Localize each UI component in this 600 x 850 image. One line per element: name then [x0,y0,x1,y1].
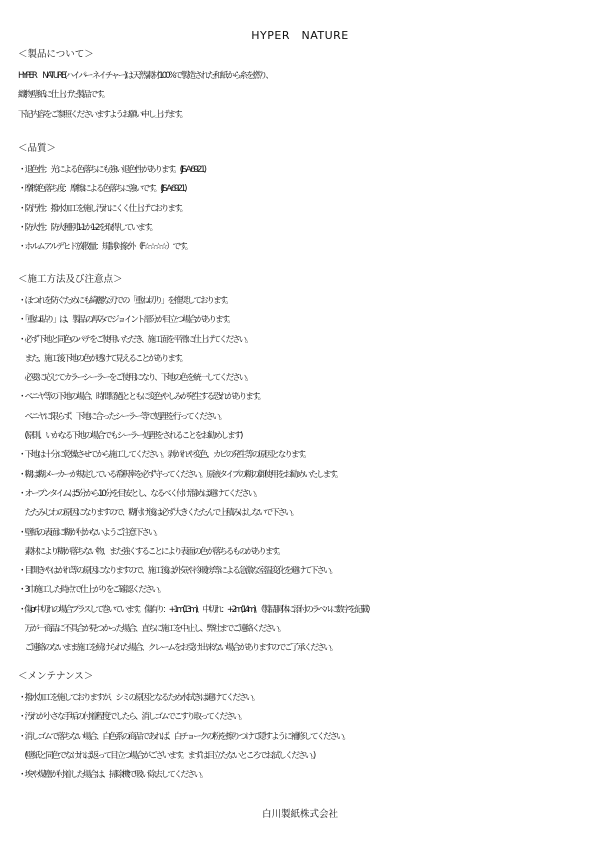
construction-line: ・3巾施工した時点で仕上がりをご確認ください。 [18,585,165,596]
about-line: 織物壁紙に仕上げた製品です。 [18,90,109,101]
construction-line: (原則、いかなる下地の場合でもシーラー処理をされることをお勧めします) [18,431,242,442]
construction-line: 素材により糊が落ちない物、また強くすることにより表面の色が落ちるものがあります。 [18,546,284,557]
quality-line: ・ホルムアルデヒド放散量：規制対象外（F☆☆☆☆）です。 [18,242,192,253]
construction-line: ・ほつれを防ぐためにも綺麗な刃での「重ね切り」を推奨しております。 [18,296,232,306]
construction-line: ・オープンタイムは5分から10分を目安とし、なるべく付け溜めは避けてください。 [18,488,261,499]
construction-line: ・目開きやはがれ等の原因になりますので、施工後は外気や冷暖房等による急激な室温変化を避けて下さい。 [18,566,337,577]
quality-line: ・退色性：光による色落ちにも強い退色性があります。(JIS A 6921) [18,165,205,175]
section-heading-about: ＜製品について＞ [18,49,94,60]
section-heading-construction: ＜施工方法及び注意点＞ [18,274,123,285]
maintenance-line: ・埃や煤塵が付着した場合は、掃除機で吸い除去してください。 [18,770,207,781]
quality-line: ・防火性：防火種別1-1か1-2を取得しています。 [18,222,157,233]
company-name: 白川製紙株式会社 [261,809,338,820]
section-maintenance [18,670,588,785]
construction-line: ・必ず下地と同色のパテをご使用いただき、施工面を平滑に仕上げてください。 [18,334,252,345]
section-quality [18,142,588,257]
section-about [18,48,588,125]
construction-line: ・壁紙の表面に糊が付かないようご注意下さい。 [18,527,161,538]
maintenance-line: (壁紙と同色でなければ返って目立つ場合がございます。まずは目立たないところでお試しください。) [18,750,315,761]
construction-line: ・下地は十分に乾燥させてから施工してください。剥がれや変色、カビの発生等の原因となります。 [18,450,310,461]
section-heading-quality: ＜品質＞ [18,143,57,154]
construction-line: たたみじわの原因になりますので、糊付け後は必ず大きくたたんで上積みはしないで下さい。 [18,508,298,519]
maintenance-line: ・消しゴムで落ちない場合、白色系の商品であれば、白チョークの粉を擦りつけて隠すように補修してください。 [18,731,349,742]
construction-line: ・「重ね貼り」は、製品の厚みでジョイント部分が目立つ場合があります。 [18,315,234,326]
document-title: HYPER NATURE [251,29,349,42]
construction-line: ・傷or中切れの場合プラスして巻いています。 傷有り：+1m(13m)、中切れ：+2m(14m)。（製品胴体に添付のラベルに数字を記載） [18,604,373,615]
quality-line: ・摩擦色落ち度：摩擦による色落ちに強いです。(JIS A 6921) [18,184,186,195]
construction-line: ・糊は糊メーカーが規定している希釈率を必ず守ってください。原液タイプの糊の御使用をお勧めいたします。 [18,469,342,480]
maintenance-line: ・撥水加工を施しておりますが、シミの原因となるため水拭きは避けてください。 [18,693,259,703]
construction-line: ・ベニヤ等の下地の場合、時間経過とともに変色やしみが発生する恐れがあります。 [18,392,265,403]
section-heading-maintenance: ＜メンテナンス＞ [18,671,94,682]
quality-line: ・防汚性：撥水加工を施し汚れにくく仕上げております。 [18,203,187,214]
maintenance-line: ・汚れが小さな手垢の付着程度でしたら、消しゴムでこすり取ってください。 [18,712,246,723]
section-construction [18,273,588,659]
construction-line: 万が一商品に不具合が見つかった場合、直ちに施工を中止し、弊社までご連絡ください。 [18,624,285,635]
construction-line: また、施工後下地の色が透けて見えることがあります。 [18,353,187,364]
construction-line: ベニヤに限らず、下地に合ったシーラー等で処理を行ってください。 [18,411,226,422]
about-line: 下記内容をご参照くださいますようお願い申し上げます。 [18,109,187,120]
construction-line: ご連絡のないまま施工を続けられた場合、クレームをお受け出来ない場合がありますのでご了承ください。 [18,643,337,654]
about-line: HYPER NATURE(ハイパー ネイチャー)は 天然素材100%で製造された和紙から糸を撚り、 [18,71,272,81]
construction-line: 必要に応じてカラーシーラーをご使用になり、下地の色を統一してください。 [18,373,252,384]
